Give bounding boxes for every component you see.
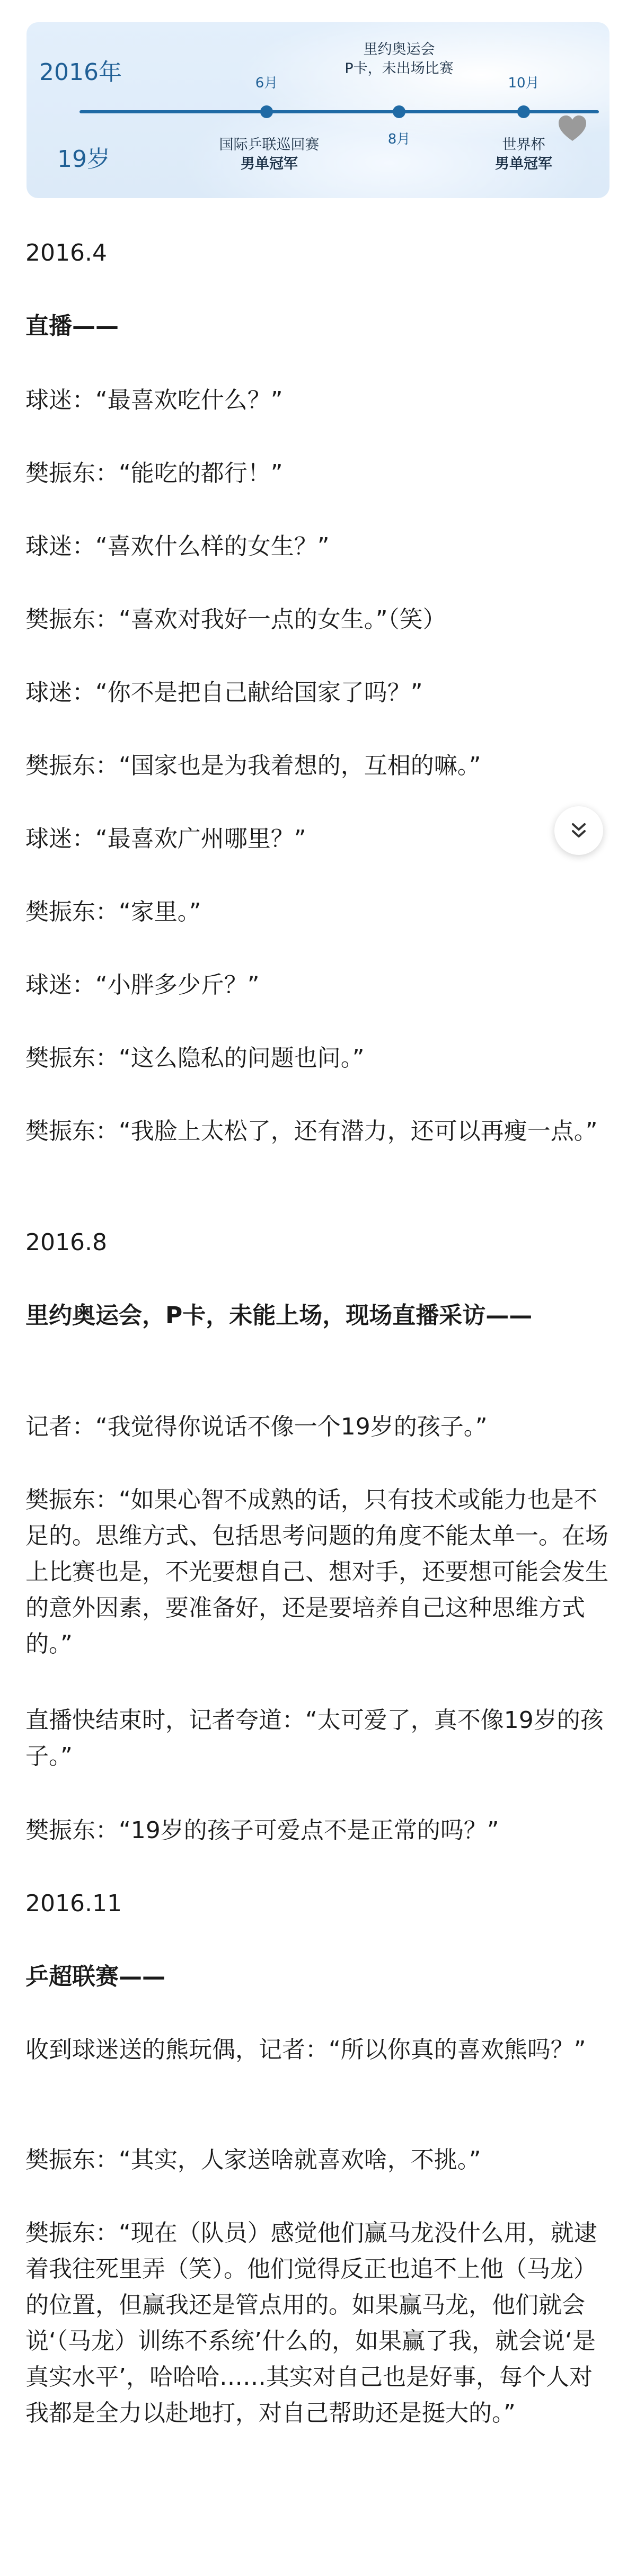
double-chevron-down-icon [569,821,588,840]
timeline-dot [260,105,273,118]
timeline-event [320,40,479,78]
dialogue-line: 樊振东：“其实，人家送啥就喜欢啥，不挑。” [25,2146,481,2173]
timeline-event-title: 世界杯 [502,137,545,153]
dialogue-line: 樊振东：“我脸上太松了，还有潜力，还可以再瘦一点。” [25,1118,598,1145]
timeline-event-result: 男单冠军 [495,156,552,172]
dialogue-line: 樊振东：“19岁的孩子可爱点不是正常的吗？” [25,1817,499,1844]
dialogue-line: 樊振东：“能吃的都行！” [25,460,283,487]
section-date: 2016.4 [25,239,107,266]
timeline-event-result: P卡，未出场比赛 [344,60,454,77]
section-heading: 直播—— [25,313,119,340]
dialogue-line: 球迷：“最喜欢吃什么？” [25,387,283,414]
dialogue-line: 收到球迷送的熊玩偶，记者：“所以你真的喜欢熊吗？” [25,2036,586,2063]
section-heading: 里约奥运会，P卡，未能上场，现场直播采访—— [25,1302,533,1329]
timeline-age: 19岁 [57,146,110,173]
dialogue-line: 记者：“我觉得你说话不像一个19岁的孩子。” [25,1413,488,1440]
dialogue-line: 球迷：“你不是把自己献给国家了吗？” [25,679,423,706]
timeline-month: 6月 [255,75,278,91]
timeline-event [190,136,349,174]
dialogue-line: 樊振东：“家里。” [25,898,201,925]
timeline-year: 2016年 [39,59,122,86]
dialogue-line: 球迷：“最喜欢广州哪里？” [25,825,306,852]
section-heading: 乒超联赛—— [25,1963,165,1990]
dialogue-line: 球迷：“喜欢什么样的女生？” [25,533,330,560]
scroll-down-button[interactable] [554,806,603,855]
timeline-event-result: 男单冠军 [241,156,298,172]
dialogue-line: 球迷：“小胖多少斤？” [25,971,260,999]
dialogue-line: 樊振东：“国家也是为我着想的，互相的嘛。” [25,752,481,779]
section-date: 2016.8 [25,1229,107,1256]
section-date: 2016.11 [25,1890,122,1917]
timeline-event-title: 里约奥运会 [363,41,435,58]
timeline-dot [517,105,530,118]
timeline-month: 10月 [508,75,540,91]
heart-icon[interactable] [556,113,588,145]
dialogue-line: 樊振东：“现在（队员）感觉他们赢马龙没什么用，就逮着我往死里弄（笑）。他们觉得反正也追不上他（马龙）的位置，但赢我还是管点用的。如果赢马龙，他们就会说‘（马龙）训练不系统’什么的，如果赢了我，就会说‘是真实水平’，哈哈哈……其实对自己也是好事，每个人对我都是全力以赴地打，对自己帮助还是挺大的。” [25,2220,597,2427]
timeline-month: 8月 [387,131,411,147]
dialogue-line: 樊振东：“如果心智不成熟的话，只有技术或能力也是不足的。思维方式、包括思考问题的角度不能太单一。在场上比赛也是，不光要想自己、想对手，还要想可能会发生的意外因素，要准备好，还是要培养自己这种思维方式的。” [25,1486,608,1657]
dialogue-line: 直播快结束时，记者夸道：“太可爱了，真不像19岁的孩子。” [25,1707,604,1770]
dialogue-line: 樊振东：“喜欢对我好一点的女生。”（笑） [25,606,446,633]
dialogue-line: 樊振东：“这么隐私的问题也问。” [25,1045,365,1072]
timeline-card [26,22,610,198]
timeline-event-title: 国际乒联巡回赛 [219,137,320,153]
timeline-dot [393,105,405,118]
